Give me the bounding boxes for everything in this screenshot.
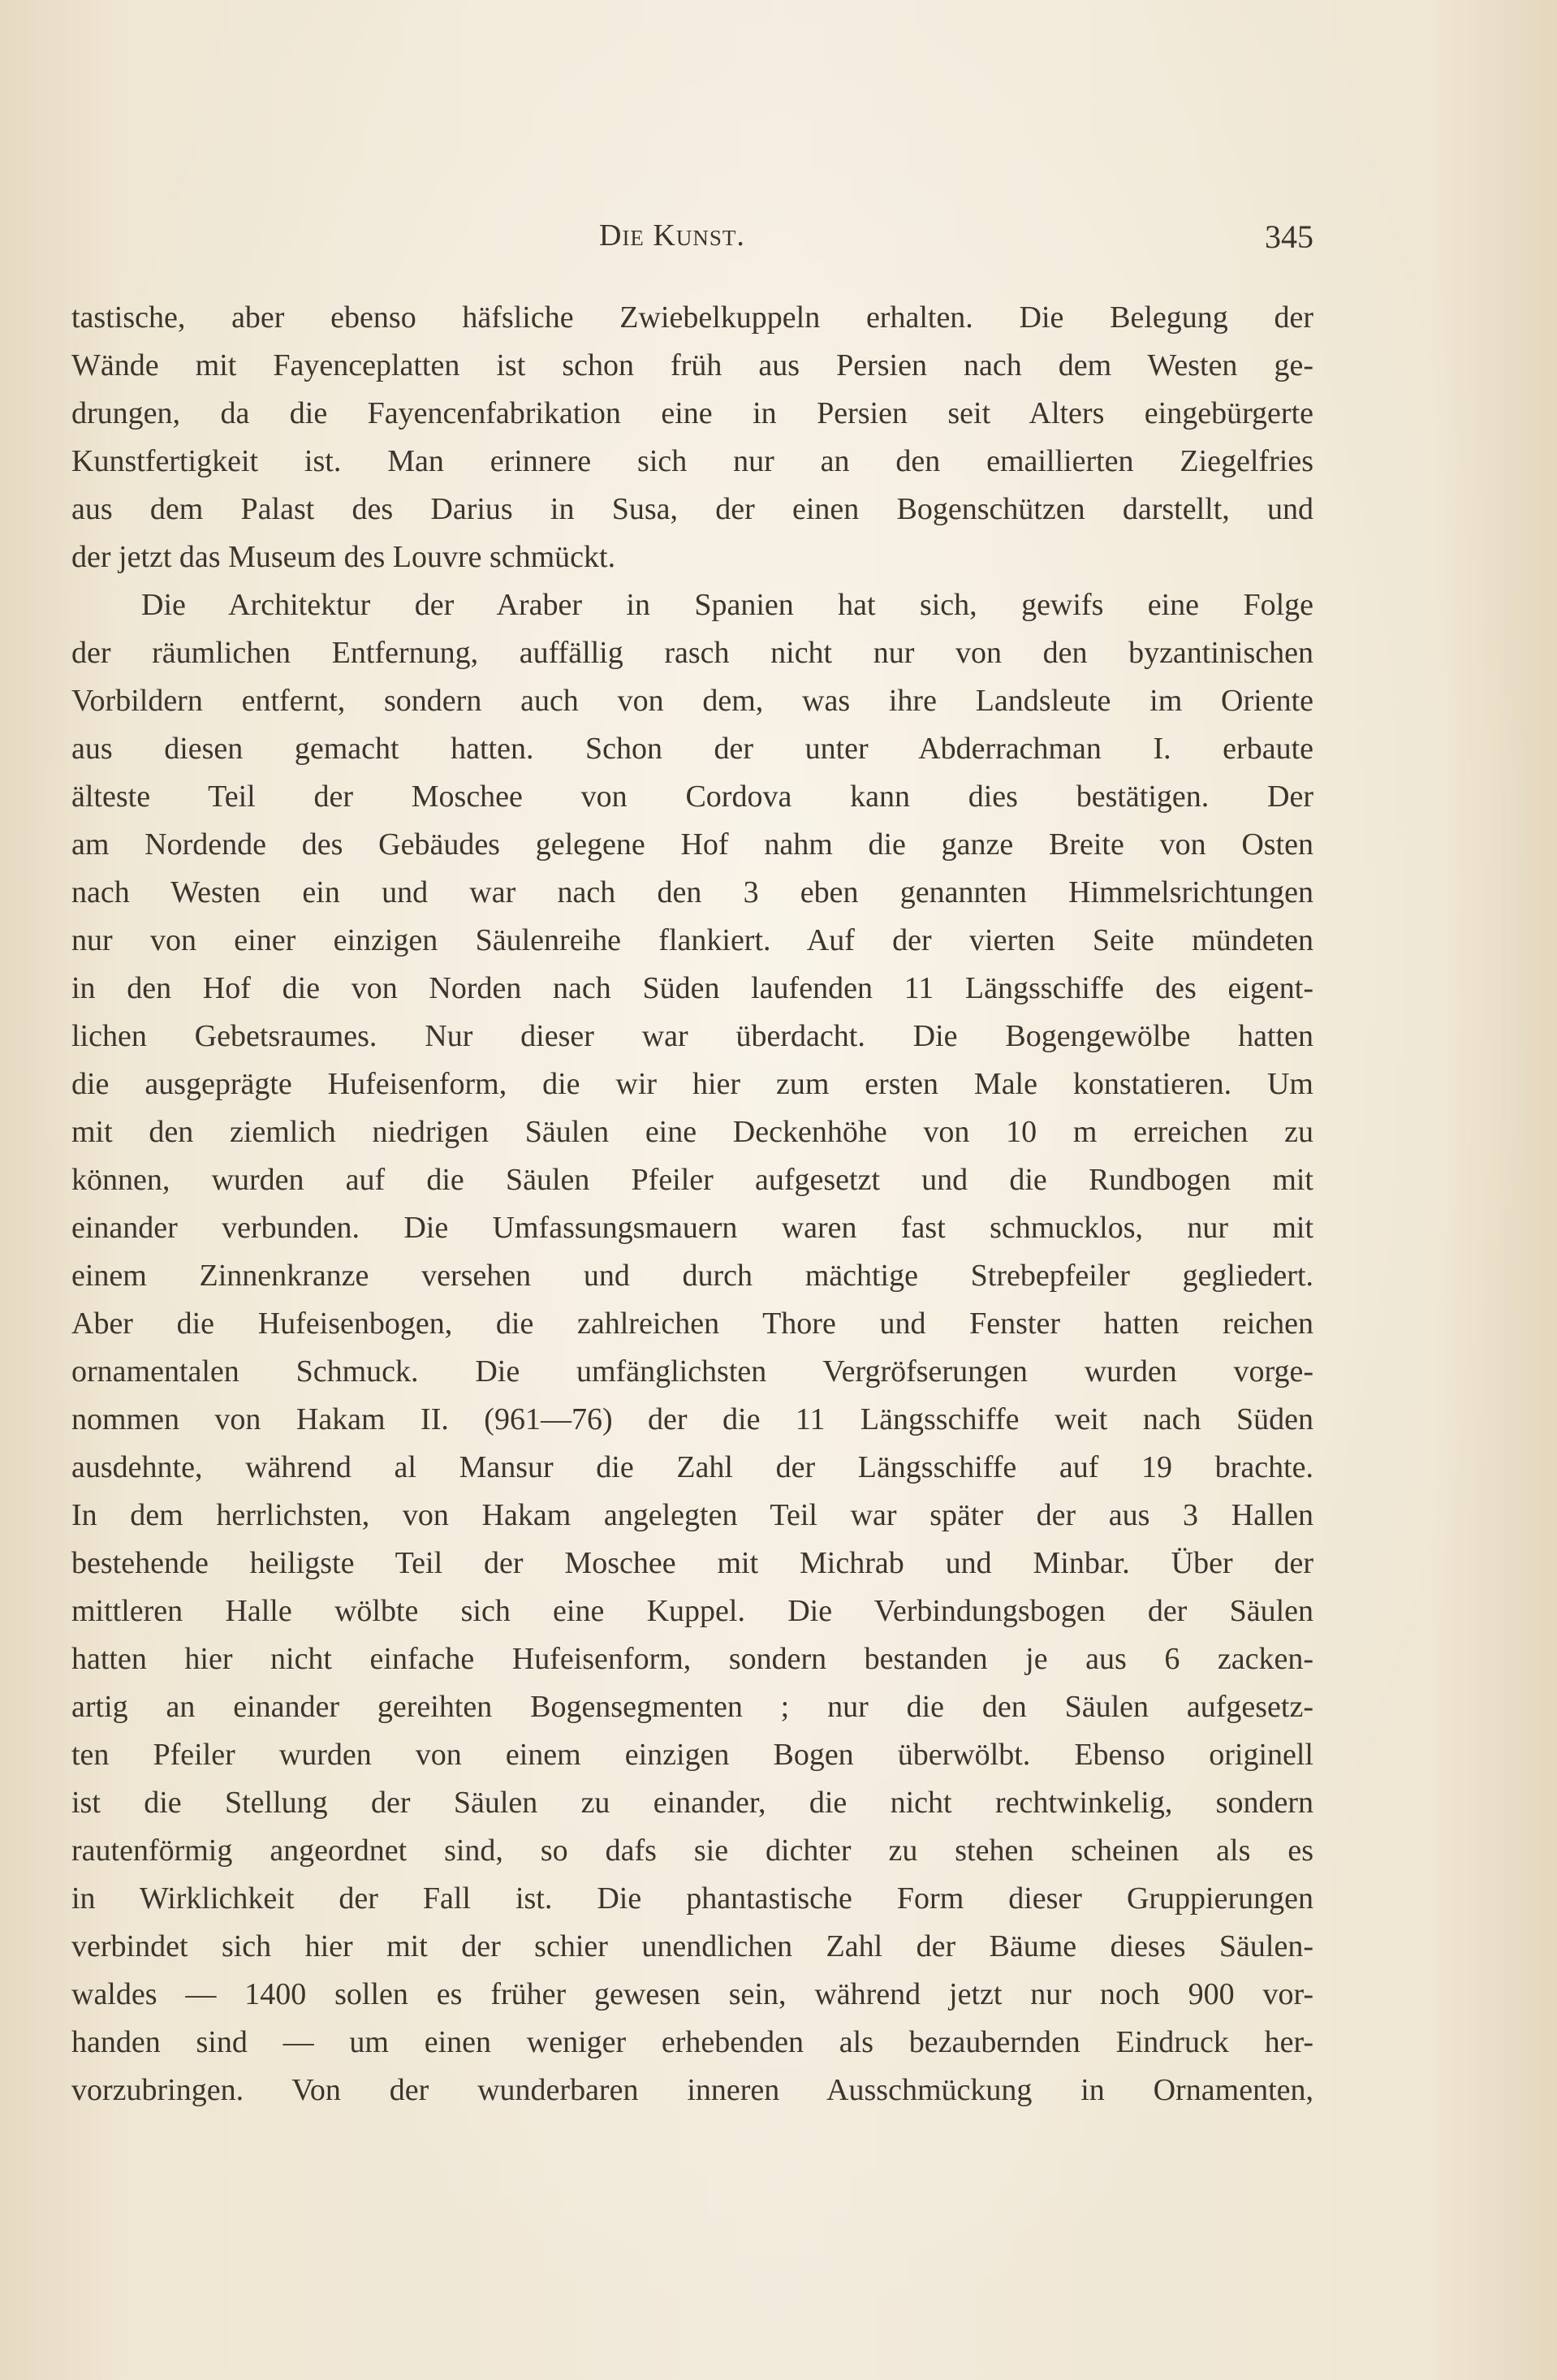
- text-line: in den Hof die von Norden nach Süden laufenden 11 Längsschiffe des eigent-: [71, 971, 1313, 1005]
- text-line: tastische, aber ebenso häfsliche Zwiebelkuppeln erhalten. Die Belegung der: [71, 300, 1313, 335]
- running-header: [71, 218, 1313, 266]
- text-line: aus diesen gemacht hatten. Schon der unter Abderrachman I. erbaute: [71, 732, 1313, 766]
- text-line: artig an einander gereihten Bogensegmenten ; nur die den Säulen aufgesetz-: [71, 1690, 1313, 1724]
- text-line: Vorbildern entfernt, sondern auch von dem, was ihre Landsleute im Oriente: [71, 684, 1313, 718]
- text-line: Kunstfertigkeit ist. Man erinnere sich nur an den emaillierten Ziegelfries: [71, 444, 1313, 478]
- text-line: einander verbunden. Die Umfassungsmauern waren fast schmucklos, nur mit: [71, 1211, 1313, 1245]
- text-line: aus dem Palast des Darius in Susa, der einen Bogenschützen darstellt, und: [71, 492, 1313, 526]
- text-line: nommen von Hakam II. (961—76) der die 11 Längsschiffe weit nach Süden: [71, 1402, 1313, 1436]
- running-title: Die Kunst.: [599, 218, 745, 253]
- text-line: drungen, da die Fayencenfabrikation eine in Persien seit Alters eingebürgerte: [71, 396, 1313, 430]
- text-line: in Wirklichkeit der Fall ist. Die phantastische Form dieser Gruppierungen: [71, 1881, 1313, 1916]
- text-line: am Nordende des Gebäudes gelegene Hof nahm die ganze Breite von Osten: [71, 827, 1313, 862]
- text-line: nur von einer einzigen Säulenreihe flankiert. Auf der vierten Seite mündeten: [71, 923, 1313, 957]
- text-line: verbindet sich hier mit der schier unendlichen Zahl der Bäume dieses Säulen-: [71, 1929, 1313, 1963]
- text-line: können, wurden auf die Säulen Pfeiler aufgesetzt und die Rundbogen mit: [71, 1163, 1313, 1197]
- text-line: nach Westen ein und war nach den 3 eben genannten Himmelsrichtungen: [71, 875, 1313, 909]
- text-line: lichen Gebetsraumes. Nur dieser war überdacht. Die Bogengewölbe hatten: [71, 1019, 1313, 1053]
- text-line: rautenförmig angeordnet sind, so dafs sie dichter zu stehen scheinen als es: [71, 1834, 1313, 1868]
- text-line: mittleren Halle wölbte sich eine Kuppel. Die Verbindungsbogen der Säulen: [71, 1594, 1313, 1628]
- text-line: ornamentalen Schmuck. Die umfänglichsten Vergröfserungen wurden vorge-: [71, 1354, 1313, 1389]
- text-line: ist die Stellung der Säulen zu einander, die nicht rechtwinkelig, sondern: [71, 1786, 1313, 1820]
- page-number: 345: [1265, 218, 1313, 255]
- text-line: handen sind — um einen weniger erhebenden als bezaubernden Eindruck her-: [71, 2025, 1313, 2059]
- text-line: der jetzt das Museum des Louvre schmückt.: [71, 540, 616, 574]
- text-line: vorzubringen. Von der wunderbaren inneren Ausschmückung in Ornamenten,: [71, 2073, 1313, 2107]
- text-line: mit den ziemlich niedrigen Säulen eine Deckenhöhe von 10 m erreichen zu: [71, 1115, 1313, 1149]
- text-line: In dem herrlichsten, von Hakam angelegten Teil war später der aus 3 Hallen: [71, 1498, 1313, 1532]
- text-line: Aber die Hufeisenbogen, die zahlreichen Thore und Fenster hatten reichen: [71, 1307, 1313, 1341]
- text-line: ten Pfeiler wurden von einem einzigen Bogen überwölbt. Ebenso originell: [71, 1738, 1313, 1772]
- text-line: der räumlichen Entfernung, auffällig rasch nicht nur von den byzantinischen: [71, 636, 1313, 670]
- text-line: einem Zinnenkranze versehen und durch mächtige Strebepfeiler gegliedert.: [71, 1259, 1313, 1293]
- text-line: ausdehnte, während al Mansur die Zahl der Längsschiffe auf 19 brachte.: [71, 1450, 1313, 1484]
- text-line: hatten hier nicht einfache Hufeisenform, sondern bestanden je aus 6 zacken-: [71, 1642, 1313, 1676]
- text-line: Die Architektur der Araber in Spanien hat sich, gewifs eine Folge: [141, 588, 1313, 622]
- text-line: bestehende heiligste Teil der Moschee mit Michrab und Minbar. Über der: [71, 1546, 1313, 1580]
- body-text: [71, 294, 1313, 2114]
- text-line: die ausgeprägte Hufeisenform, die wir hier zum ersten Male konstatieren. Um: [71, 1067, 1313, 1101]
- text-line: Wände mit Fayenceplatten ist schon früh aus Persien nach dem Westen ge-: [71, 348, 1313, 382]
- text-line: waldes — 1400 sollen es früher gewesen sein, während jetzt nur noch 900 vor-: [71, 1977, 1313, 2011]
- text-line: älteste Teil der Moschee von Cordova kann dies bestätigen. Der: [71, 780, 1313, 814]
